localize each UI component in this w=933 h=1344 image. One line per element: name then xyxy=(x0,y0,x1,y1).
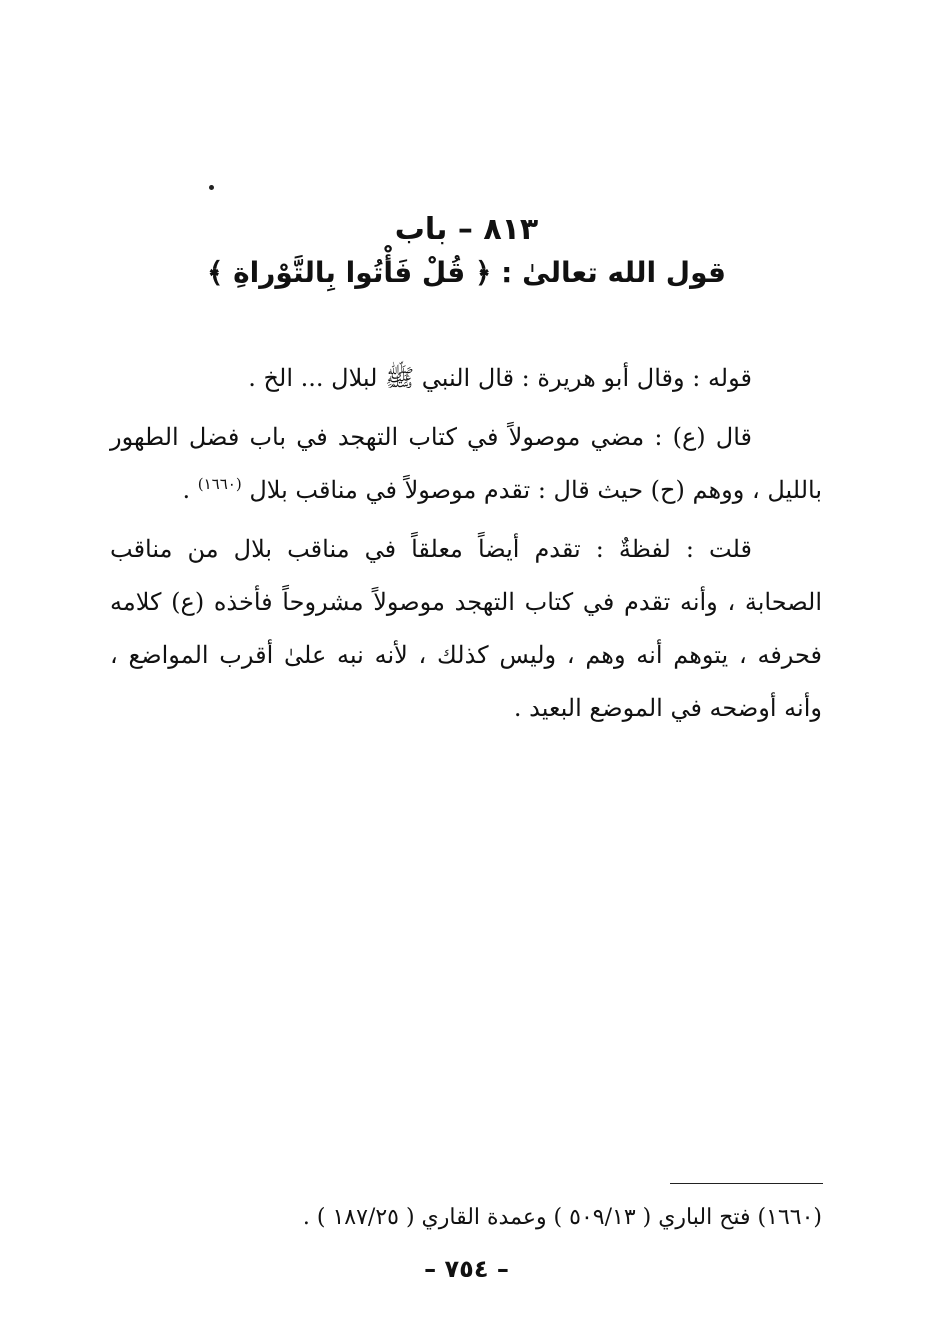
chapter-number: ٨١٣ – باب xyxy=(394,212,539,247)
paragraph-2 xyxy=(110,411,822,517)
footnote-separator xyxy=(670,1183,823,1184)
body-text xyxy=(110,352,822,741)
paragraph-1: قوله : وقال أبو هريرة : قال النبي ﷺ لبلال ... الخ . xyxy=(248,364,752,392)
page-number: – ٧٥٤ – xyxy=(424,1255,509,1283)
chapter-title: قول الله تعالىٰ : ﴿ قُلْ فَأْتُوا بِالتَّوْراةِ ﴾ xyxy=(207,256,726,289)
footnote-reference[interactable]: (١٦٦٠) xyxy=(197,475,242,493)
footnote: (١٦٦٠) فتح الباري ( ٥٠٩/١٣ ) وعمدة القاري ( ١٨٧/٢٥ ) . xyxy=(302,1205,822,1230)
paragraph-2-text: قال (ع) : مضي موصولاً في كتاب التهجد في باب فضل الطهور بالليل ، ووهم (ح) حيث قال : تقدم موصولاً في مناقب بلال xyxy=(110,423,822,504)
paragraph-2-end: . xyxy=(182,476,198,504)
ink-speck xyxy=(209,185,214,190)
paragraph-3: قلت : لفظةٌ : تقدم أيضاً معلقاً في مناقب بلال من مناقب الصحابة ، وأنه تقدم في كتاب التهجد موصولاً مشروحاً فأخذه (ع) كلامه فحرفه ، يتوهم أنه وهم ، وليس كذلك ، لأنه نبه علىٰ أقرب المواضع ، وأنه أوضحه في الموضع البعيد . xyxy=(110,535,822,722)
